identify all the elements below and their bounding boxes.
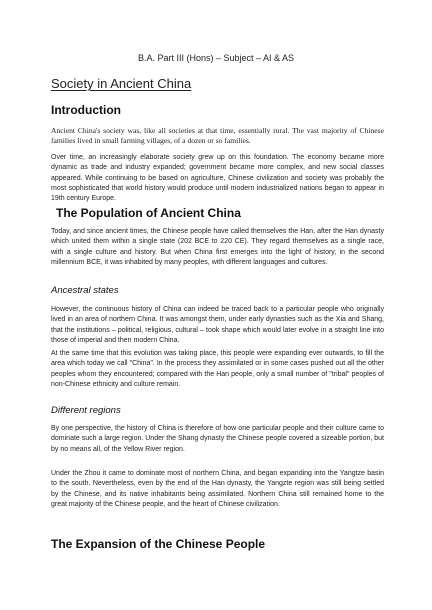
heading-population: The Population of Ancient China [56,206,241,220]
page-title: Society in Ancient China [51,76,192,91]
heading-different-regions: Different regions [51,405,121,416]
paragraph-ancestral-2: At the same time that this evolution was taking place, this people were expanding ever outwards, to fill the area which today we call "China". In the process they assimilated or in some cases pushed out all the other peoples whom they encountered; compared with the Han people, only a small number of "tribal" peoples of non-Chinese ethnicity and culture remain. [51,350,384,388]
heading-ancestral-states: Ancestral states [51,285,119,296]
heading-expansion: The Expansion of the Chinese People [51,537,266,551]
paragraph-intro-1: Ancient China's society was, like all societies at that time, essentially rural. The vast majority of Chinese families lived in small farming villages, of a dozen or so families. [51,126,384,146]
paragraph-ancestral-1: However, the continuous history of China can indeed be traced back to a particular people who originally lived in an area of northern China. It was amongst them, under early dynasties such as the Xia and Shang, that the institutions – political, religious, cultural – took shape which would later evolve in a straight line into those of imperial and then modern China. [51,306,384,344]
document-header: B.A. Part III (Hons) – Subject – AI & AS [137,53,295,63]
paragraph-population-1: Today, and since ancient times, the Chinese people have called themselves the Han, after the Han dynasty which united them within a single state (202 BCE to 220 CE). They regard themselves as a single race, with a single culture and history. But when China first emerges into the light of history, in the second millennium BCE, it was inhabited by many peoples, with different languages and cultures. [51,228,384,266]
paragraph-regions-1: By one perspective, the history of China is therefore of how one particular people and their culture came to dominate such a large region. Under the Shang dynasty the Chinese people covered a sizeable portion, but by no means all, of the Yellow River region. [51,425,384,453]
paragraph-intro-2: Over time, an increasingly elaborate society grew up on this foundation. The economy became more dynamic as trade and industry expanded; government became more complex, and new social classes appeared. While continuing to be based on agriculture, Chinese civilization and society was probably the most sophisticated that world history would produce until modern industrialized nations began to appear in 19th century Europe. [51,154,384,203]
paragraph-regions-2: Under the Zhou it came to dominate most of northern China, and began expanding into the Yangtze basin to the south. Nevertheless, even by the end of the Han dynasty, the Yangzte region was still being settled by the Chinese, and its native inhabitants being assimilated. Northern China still remained home to the great majority of the Chinese people, and the heart of Chinese civilization. [51,470,384,508]
heading-introduction: Introduction [51,103,121,117]
